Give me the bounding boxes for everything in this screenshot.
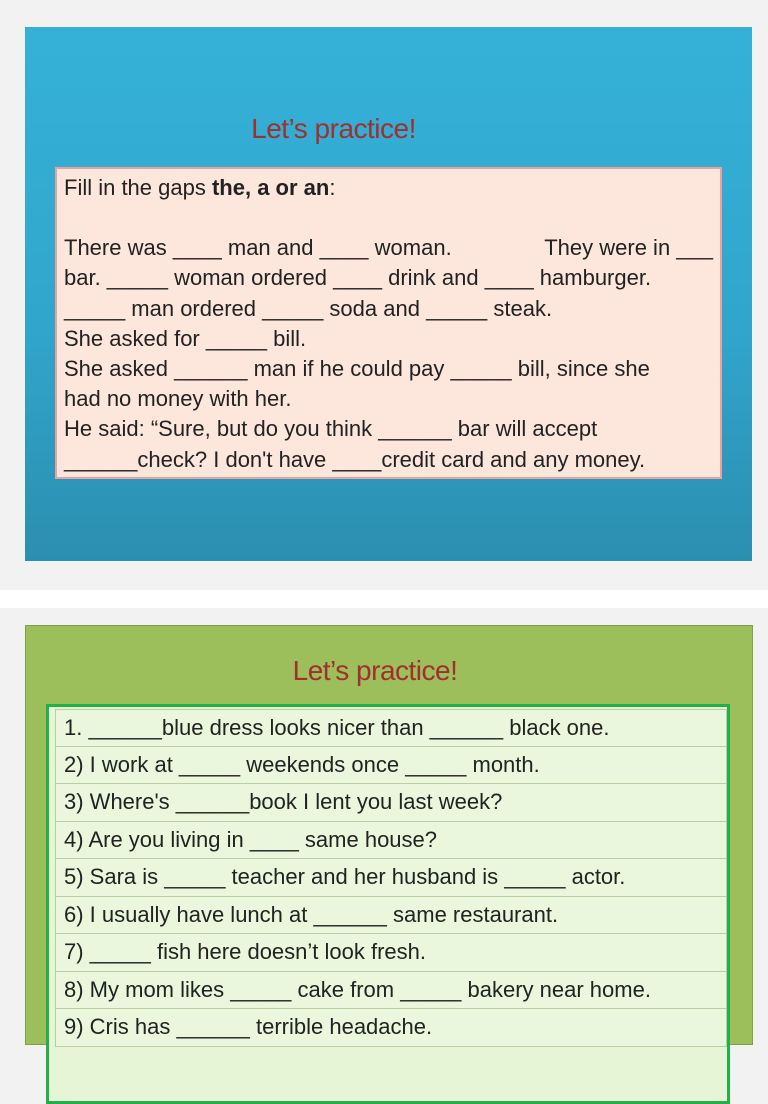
slide-1-title bbox=[25, 113, 752, 145]
exercise-box-1 bbox=[55, 167, 722, 479]
exercise-line-part: There was ____ man and ____ woman. bbox=[64, 235, 452, 261]
table-row: 5) Sara is _____ teacher and her husband is _____ actor. bbox=[56, 859, 726, 897]
slide-2-title-text: Let’s practice! bbox=[292, 655, 458, 686]
exercise-line: He said: “Sure, but do you think ______ bar will accept bbox=[64, 416, 598, 442]
exercise-line: had no money with her. bbox=[64, 386, 292, 412]
exercise-line: She asked for _____ bill. bbox=[64, 325, 307, 351]
table-row: 2) I work at _____ weekends once _____ month. bbox=[56, 747, 726, 785]
exercise-line: ______check? I don't have ____credit card and any money. bbox=[64, 446, 646, 472]
exercise-line-part: They were in ___ bbox=[544, 235, 713, 261]
table-row: 9) Cris has ______ terrible headache. bbox=[56, 1009, 726, 1047]
instruction bbox=[64, 173, 713, 203]
exercise-line: _____ man ordered _____ soda and _____ steak. bbox=[64, 295, 553, 321]
table-row: 4) Are you living in ____ same house? bbox=[56, 822, 726, 860]
table-row: 6) I usually have lunch at ______ same restaurant. bbox=[56, 897, 726, 935]
table-row: 7) _____ fish here doesn’t look fresh. bbox=[56, 934, 726, 972]
table-row: 8) My mom likes _____ cake from _____ bakery near home. bbox=[56, 972, 726, 1010]
instruction-text: Fill in the gaps bbox=[64, 175, 212, 200]
instruction-colon: : bbox=[329, 175, 336, 200]
slide-1-title-text: Let’s practice! bbox=[251, 113, 416, 144]
table-row: 3) Where's ______book I lent you last week? bbox=[56, 784, 726, 822]
exercise-table-body bbox=[55, 709, 727, 1047]
exercise-line: bar. _____ woman ordered ____ drink and ____ hamburger. bbox=[64, 265, 652, 291]
exercise-table bbox=[46, 704, 730, 1104]
slide-2-title bbox=[26, 655, 752, 687]
slide-1 bbox=[25, 27, 752, 561]
exercise-line: She asked ______ man if he could pay _____ bill, since she bbox=[64, 356, 650, 382]
instruction-bold: the, a or an bbox=[211, 175, 330, 200]
table-row: 1. ______blue dress looks nicer than ______ black one. bbox=[56, 709, 726, 747]
slide-separator bbox=[0, 590, 768, 608]
exercise-line bbox=[64, 233, 713, 263]
slide-2 bbox=[25, 625, 753, 1045]
